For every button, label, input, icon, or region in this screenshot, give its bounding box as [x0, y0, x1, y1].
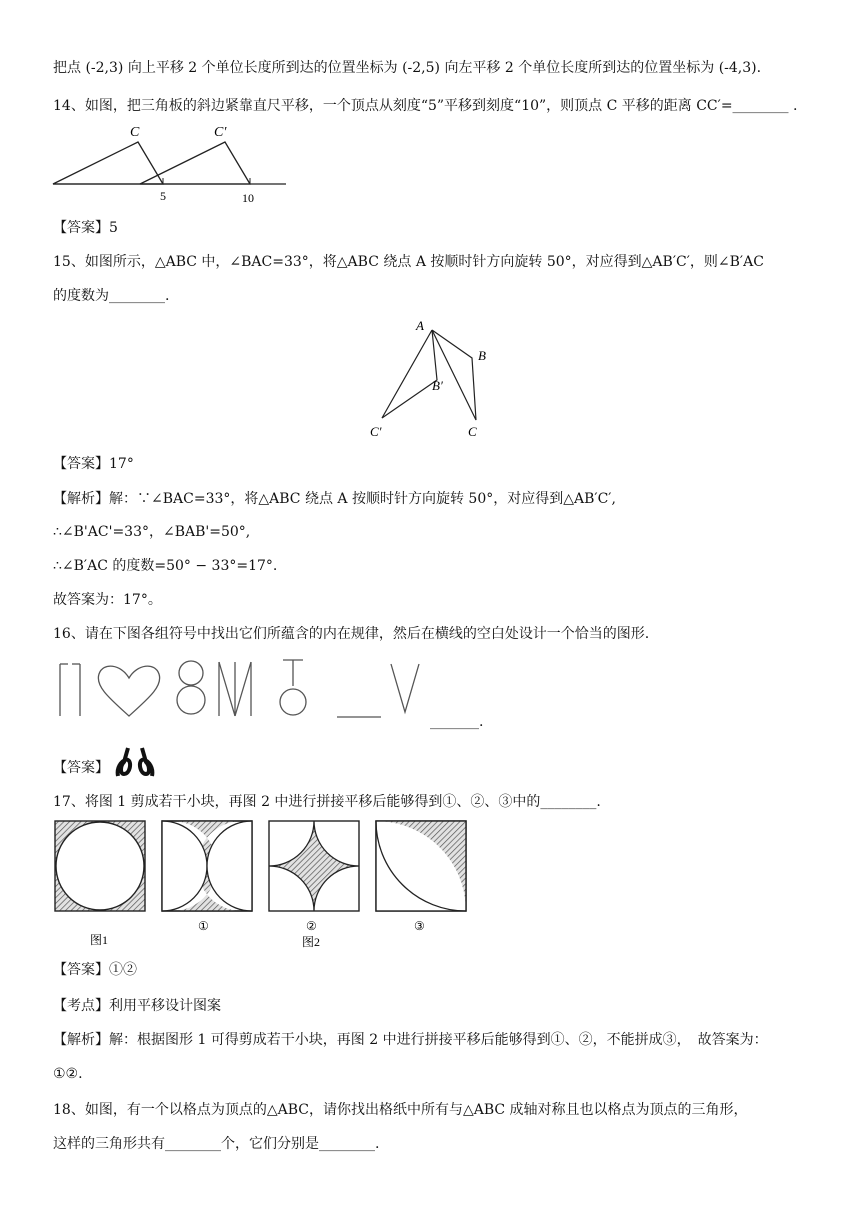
label-option-1: ① — [198, 919, 209, 933]
topic-17: 【考点】利用平移设计图案 — [53, 998, 221, 1014]
analysis-17-line1: 【解析】解：根据图形 1 可得剪成若干小块，再图 2 中进行拼接平移后能够得到①、②，不能拼成③， 故答案为： — [53, 1032, 768, 1048]
question-18-line2: 这样的三角形共有________个，它们分别是________. — [53, 1136, 380, 1152]
label-option-3: ③ — [414, 919, 425, 933]
figure-16 — [55, 656, 435, 724]
label-b: B — [478, 348, 486, 363]
figure-15 — [360, 312, 500, 442]
figure-14 — [50, 120, 290, 206]
answer-16: 【答案】 — [53, 760, 109, 776]
label-c: C — [468, 424, 477, 439]
blank-16: _______. — [430, 714, 484, 730]
analysis-15-line1: 【解析】解：∵∠BAC=33°，将△ABC 绕点 A 按顺时针方向旋转 50°，对应得到△AB′C′, — [53, 491, 616, 507]
text-line: 把点 (-2,3) 向上平移 2 个单位长度所到达的位置坐标为 (-2,5) 向左平移 2 个单位长度所到达的位置坐标为 (-4,3). — [53, 60, 762, 76]
question-16: 16、请在下图各组符号中找出它们所蕴含的内在规律，然后在横线的空白处设计一个恰当的图形. — [53, 626, 650, 642]
question-17: 17、将图 1 剪成若干小块，再图 2 中进行拼接平移后能够得到①、②、③中的________. — [53, 794, 601, 810]
question-18-line1: 18、如图，有一个以格点为顶点的△ABC，请你找出格纸中所有与△ABC 成轴对称且也以格点为顶点的三角形， — [53, 1102, 748, 1118]
analysis-15-line3: ∴∠B′AC 的度数=50° − 33°=17°. — [53, 558, 278, 574]
tick-10: 10 — [242, 191, 254, 205]
label-c: C — [130, 125, 140, 140]
label-figure-2: 图2 — [302, 935, 321, 949]
question-14: 14、如图，把三角板的斜边紧靠直尺平移，一个顶点从刻度“5”平移到刻度“10”，则顶点 C 平移的距离 CC′=________ . — [53, 98, 798, 114]
figure-17 — [52, 816, 472, 956]
answer-17: 【答案】①② — [53, 962, 137, 978]
label-c-prime: C′ — [370, 424, 382, 439]
answer-16-symbol-icon — [114, 746, 156, 778]
analysis-15-line2: ∴∠B'AC'=33°，∠BAB'=50°, — [53, 524, 251, 540]
label-option-2: ② — [306, 919, 317, 933]
label-figure-1: 图1 — [90, 933, 109, 947]
label-c-prime: C′ — [214, 125, 227, 140]
analysis-17-line2: ①②. — [53, 1066, 83, 1082]
answer-15: 【答案】17° — [53, 456, 134, 472]
question-15-line1: 15、如图所示，△ABC 中，∠BAC=33°，将△ABC 绕点 A 按顺时针方向旋转 50°，对应得到△AB′C′，则∠B′AC — [53, 254, 764, 270]
question-15-line2: 的度数为________. — [53, 288, 170, 304]
tick-5: 5 — [160, 189, 166, 203]
label-b-prime: B′ — [432, 378, 443, 393]
analysis-15-line4: 故答案为：17°。 — [53, 592, 162, 608]
answer-14: 【答案】5 — [53, 220, 118, 236]
label-a: A — [416, 318, 424, 333]
